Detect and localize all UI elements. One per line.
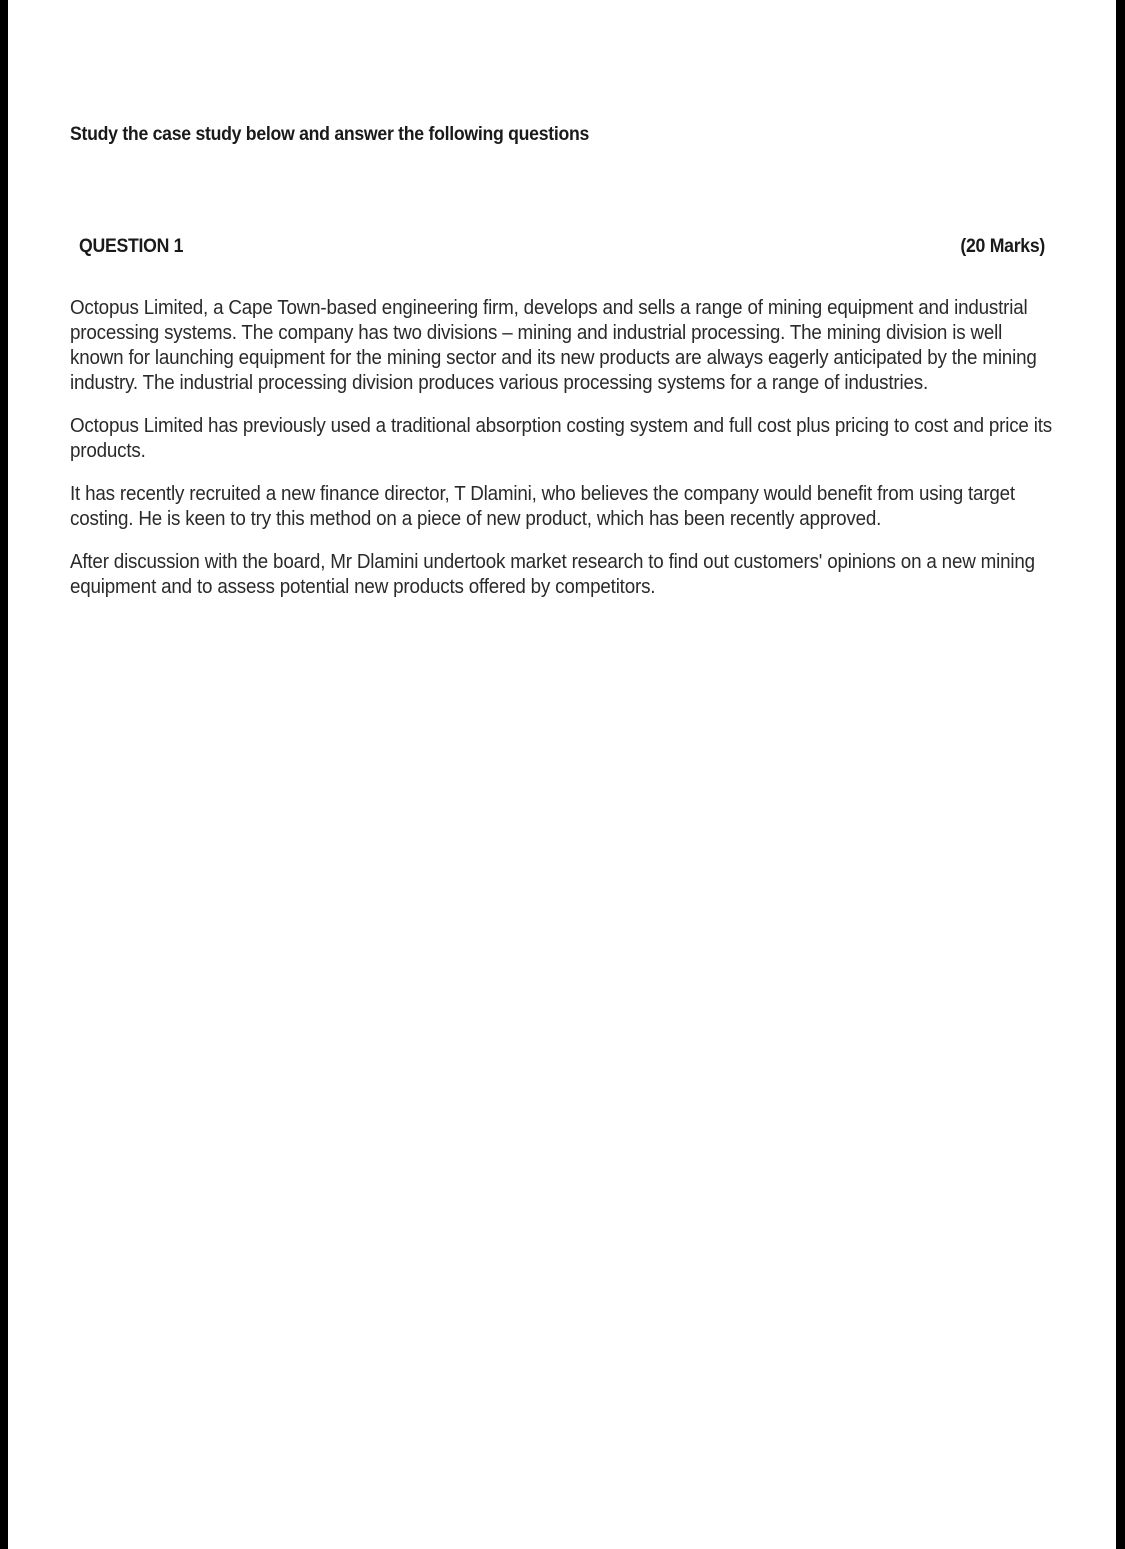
paragraph: Octopus Limited has previously used a traditional absorption costing system and full cost plus pricing to cost and price its products. xyxy=(70,415,1052,462)
paragraph: It has recently recruited a new finance director, T Dlamini, who believes the company would benefit from using target costing. He is keen to try this method on a piece of new product, which has been recently approved. xyxy=(70,483,1015,530)
case-study-body xyxy=(70,296,1055,618)
question-marks: (20 Marks) xyxy=(960,236,1045,257)
document-page xyxy=(8,0,1116,1549)
instruction-heading: Study the case study below and answer the following questions xyxy=(70,124,590,145)
paragraph: Octopus Limited, a Cape Town-based engineering firm, develops and sells a range of mining equipment and industrial processing systems. The company has two divisions – mining and industrial processing. The mining division is well known for launching equipment for the mining sector and its new products are always eagerly anticipated by the mining industry. The industrial processing division produces various processing systems for a range of industries. xyxy=(70,297,1037,394)
question-title: QUESTION 1 xyxy=(79,236,184,257)
question-header xyxy=(79,236,1045,260)
paragraph: After discussion with the board, Mr Dlamini undertook market research to find out customers' opinions on a new mining equipment and to assess potential new products offered by competitors. xyxy=(70,551,1035,598)
